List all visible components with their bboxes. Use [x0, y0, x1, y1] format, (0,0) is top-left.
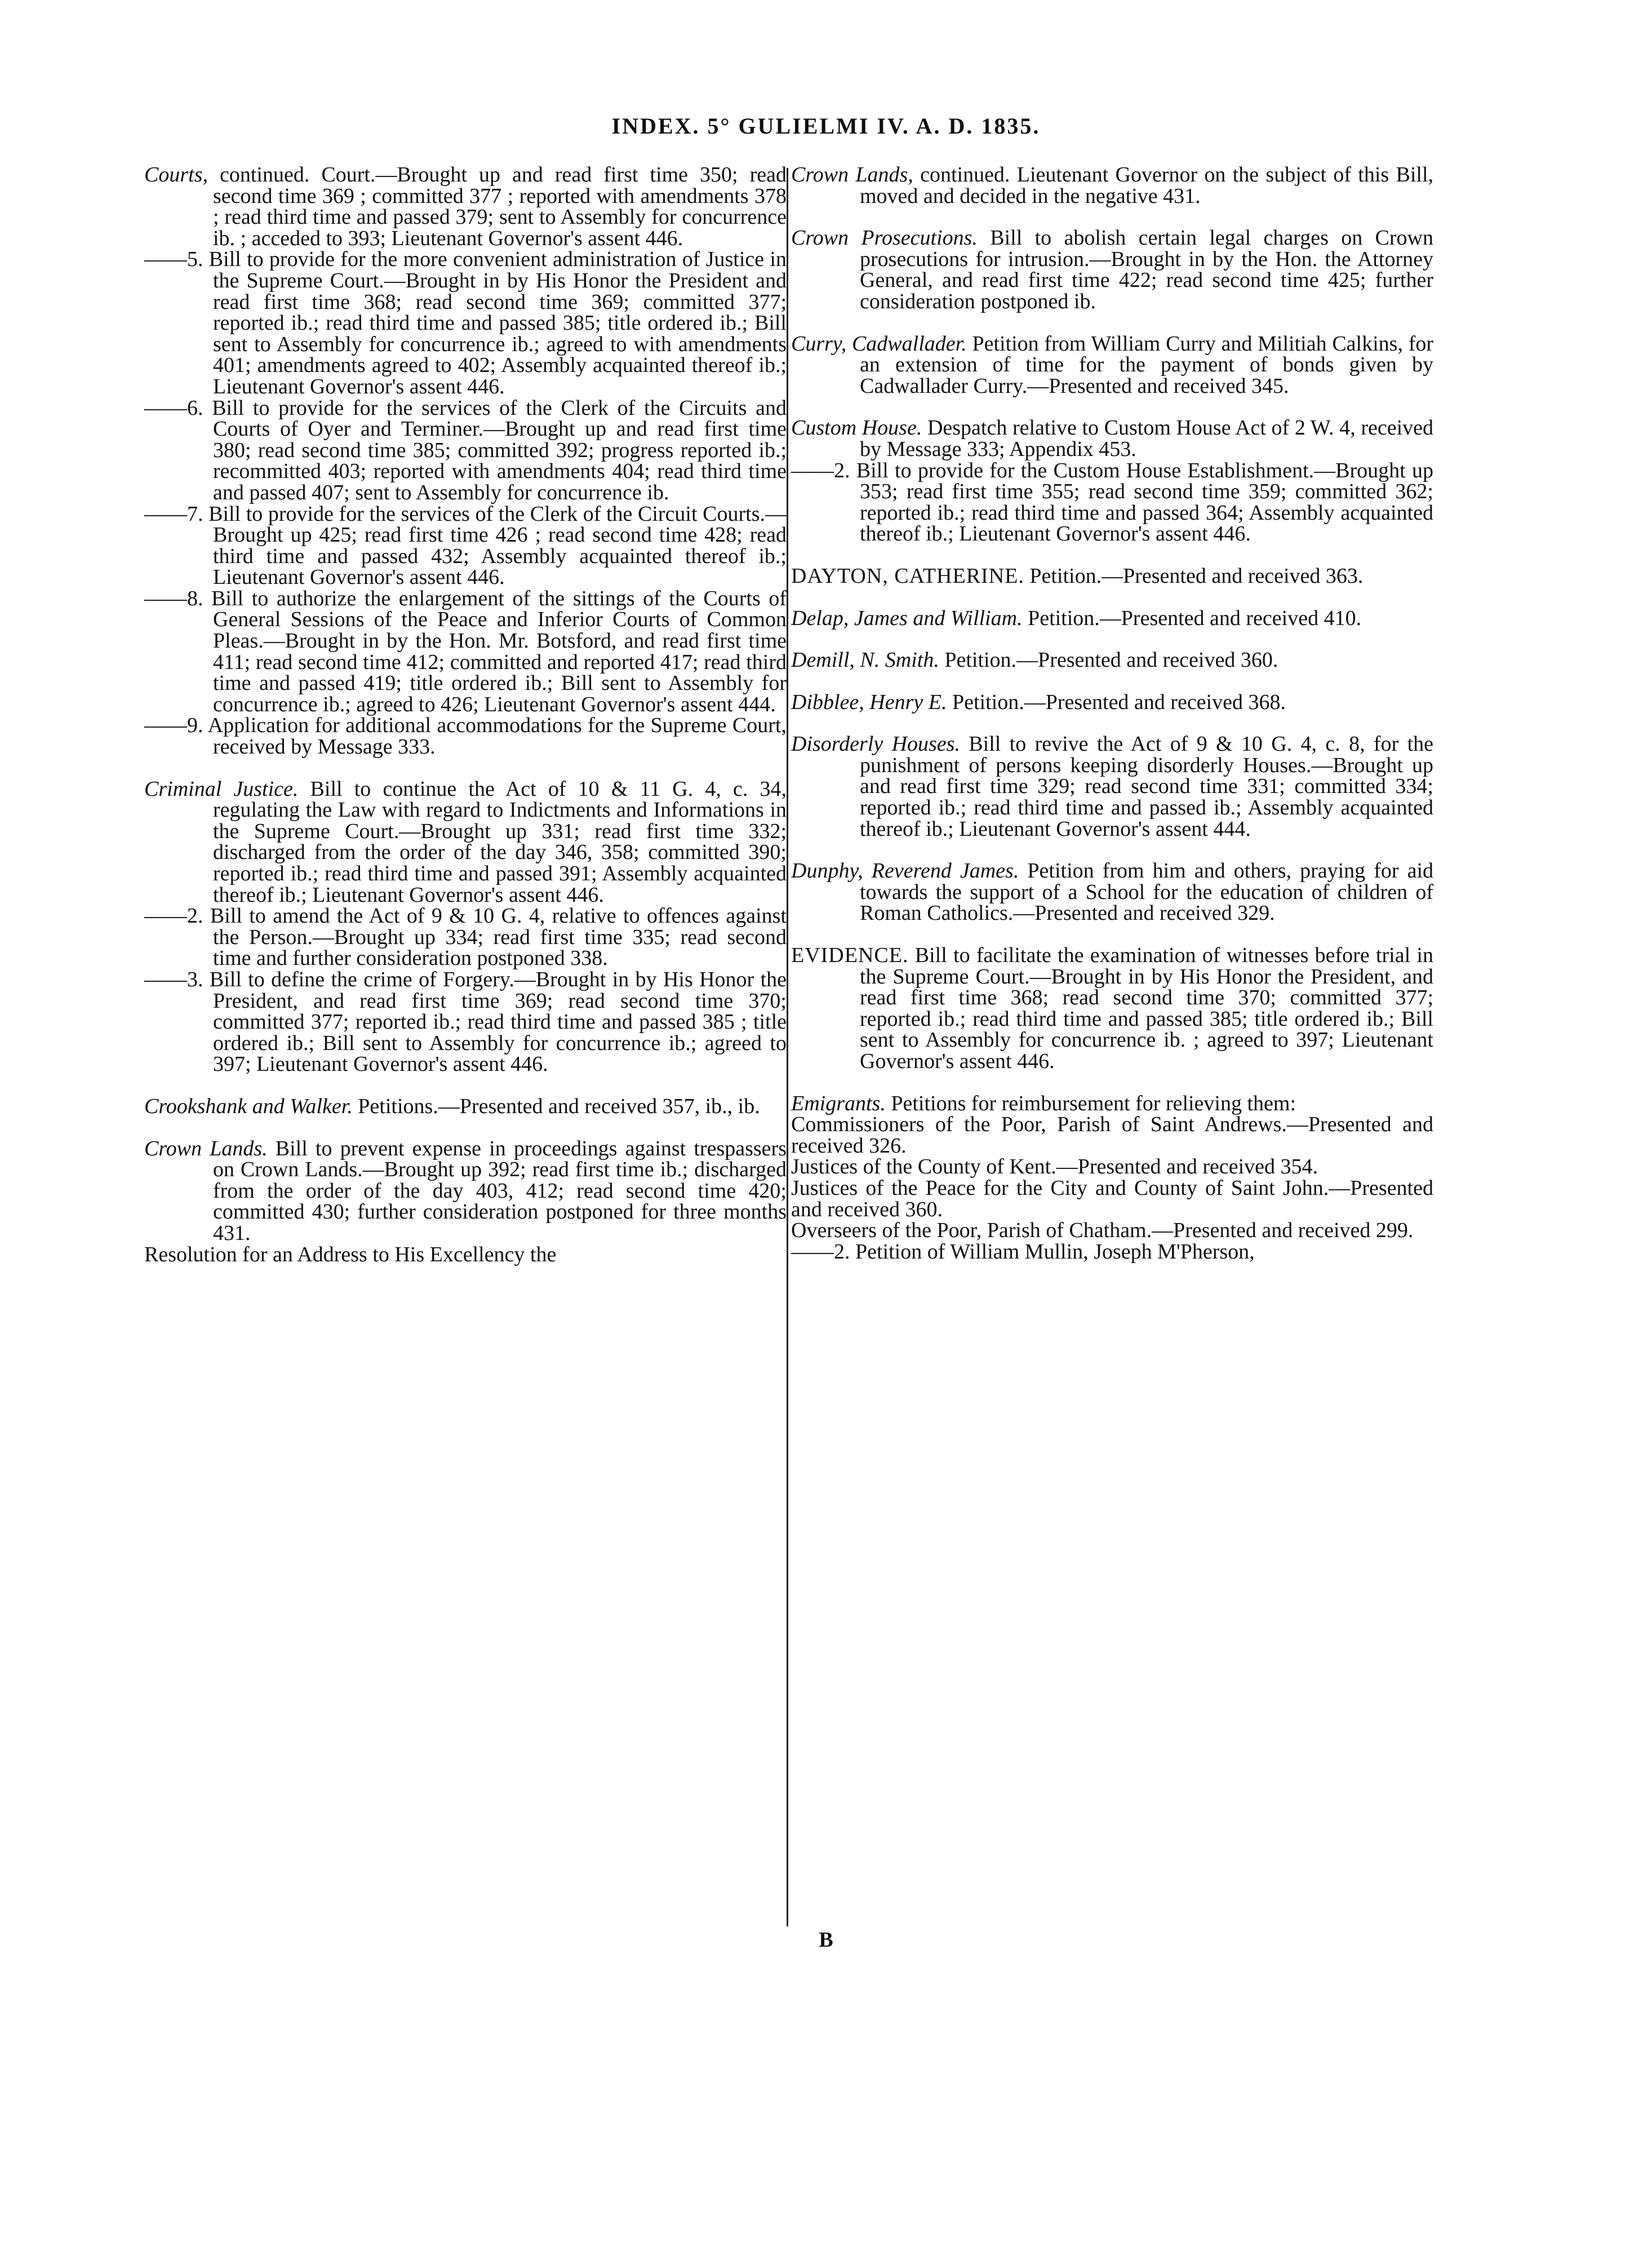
- entry-heading: Crown Lands,: [791, 163, 913, 187]
- entry-text: Justices of the County of Kent.—Presented and received 354.: [791, 1155, 1318, 1179]
- entry-text: Despatch relative to Custom House Act of 2 W. 4, received by Message 333; Appendix 453.: [860, 416, 1433, 461]
- entry-text: Petitions.—Presented and received 357, ib., ib.: [352, 1094, 760, 1118]
- entry-heading: Curry, Cadwallader.: [791, 331, 967, 356]
- entry-text: Bill to revive the Act of 9 & 10 G. 4, c. 8, for the punishment of persons keeping disorderly Houses.—Brought up and read first time 329; read second time 331; committed 334; reported ib.; read third time and passed ib.; Assembly acquainted thereof ib.; Lieutenant Governor's assent 444.: [860, 732, 1433, 841]
- entry-text: Petition.—Presented and received 363.: [1024, 564, 1364, 588]
- page-header: INDEX. 5° GULIELMI IV. A. D. 1835.: [611, 113, 1041, 139]
- entry-text: Petition.—Presented and received 368.: [947, 690, 1286, 714]
- index-entry: [791, 331, 1433, 398]
- entry-heading: ——3.: [144, 967, 203, 991]
- entry-text: Justices of the Peace for the City and County of Saint John.—Presented and received 360.: [791, 1176, 1433, 1221]
- entry-heading: Delap, James and William.: [791, 606, 1023, 630]
- entry-text: Petition.—Presented and received 410.: [1022, 606, 1362, 630]
- index-entry: [791, 945, 1433, 1073]
- index-entry: [144, 249, 787, 397]
- entry-heading: ——8.: [144, 586, 203, 610]
- entry-text: Bill to prevent expense in proceedings against trespassers on Crown Lands.—Brought up 392; read first time ib.; discharged from the order of the day 403, 412; read second time 420; committed 430; further consideration postponed for three months 431.: [213, 1136, 787, 1245]
- index-entry: [144, 504, 787, 588]
- index-entry: [791, 165, 1433, 207]
- entry-text: continued. Lieutenant Governor on the subject of this Bill, moved and decided in the negative 431.: [860, 163, 1433, 208]
- entry-heading: Crown Prosecutions.: [791, 226, 978, 250]
- right-column: [791, 165, 1433, 1262]
- index-entry: [791, 1114, 1433, 1157]
- entry-text: Resolution for an Address to His Excellency the: [144, 1242, 557, 1266]
- entry-text: Petition from him and others, praying for aid towards the support of a School for the education of children of Roman Catholics.—Presented and received 329.: [860, 859, 1433, 925]
- entry-heading: ——2.: [791, 458, 850, 482]
- entry-text: Application for additional accommodations for the Supreme Court, received by Message 333.: [203, 714, 787, 759]
- index-entry: [791, 1178, 1433, 1220]
- entry-text: Bill to facilitate the examination of witnesses before trial in the Supreme Court.—Brought in by His Honor the President, and read first time 368; read second time 370; committed 377; reported ib.; read third time and passed 385; title ordered ib.; Bill sent to Assembly for concurrence ib. ; agreed to 397; Lieutenant Governor's assent 446.: [860, 943, 1433, 1073]
- entry-heading: Dibblee, Henry E.: [791, 690, 947, 714]
- entry-text: Overseers of the Poor, Parish of Chatham.—Presented and received 299.: [791, 1219, 1414, 1243]
- index-entry: [791, 734, 1433, 840]
- entry-heading: Disorderly Houses.: [791, 732, 960, 756]
- index-entry: [144, 165, 787, 249]
- index-entry: [791, 418, 1433, 460]
- entry-heading: ——5.: [144, 247, 203, 272]
- index-entry: [791, 608, 1433, 630]
- entry-text: Bill to provide for the more convenient administration of Justice in the Supreme Court.—Brought in by His Honor the President and read first time 368; read second time 369; committed 377; reported ib.; read third time and passed 385; title ordered ib.; Bill sent to Assembly for concurrence ib.; agreed to with amendments 401; amendments agreed to 402; Assembly acquainted thereof ib.; Lieutenant Governor's assent 446.: [203, 247, 787, 398]
- entry-text: Commissioners of the Poor, Parish of Saint Andrews.—Presented and received 326.: [791, 1113, 1433, 1158]
- entry-text: Bill to provide for the services of the Clerk of the Circuits and Courts of Oyer and Terminer.—Brought up and read first time 380; read second time 385; committed 392; progress reported ib.; recommitted 403; reported with amendments 404; read third time and passed 407; sent to Assembly for concurrence ib.: [203, 396, 787, 504]
- index-entry: [791, 228, 1433, 312]
- entry-text: Petitions for reimbursement for relieving them:: [885, 1091, 1296, 1115]
- left-column: [144, 165, 787, 1265]
- entry-heading: ——7.: [144, 502, 203, 526]
- entry-heading: Criminal Justice.: [144, 777, 299, 801]
- entry-text: Bill to continue the Act of 10 & 11 G. 4, c. 34, regulating the Law with regard to Indictments and Informations in the Supreme Court.—Brought up 331; read first time 332; discharged from the order of the day 346, 358; committed 390; reported ib.; read third time and passed 391; Assembly acquainted thereof ib.; Lieutenant Governor's assent 446.: [213, 777, 787, 907]
- entry-heading: ——6.: [144, 396, 203, 420]
- entry-text: Petition of William Mullin, Joseph M'Pherson,: [850, 1239, 1255, 1264]
- entry-text: Bill to provide for the Custom House Establishment.—Brought up 353; read first time 355; read second time 359; committed 362; reported ib.; read third time and passed 364; Assembly acquainted thereof ib.; Lieutenant Governor's assent 446.: [850, 458, 1433, 546]
- entry-heading: ——2.: [791, 1239, 850, 1264]
- index-entry: [144, 588, 787, 716]
- index-entry: [791, 692, 1433, 714]
- entry-heading: ——9.: [144, 714, 203, 738]
- entry-text: Bill to abolish certain legal charges on Crown prosecutions for intrusion.—Brought in by the Hon. the Attorney General, and read first time 422; read second time 425; further consideration postponed ib.: [860, 226, 1433, 313]
- entry-text: Bill to authorize the enlargement of the sittings of the Courts of General Sessions of the Peace and Inferior Courts of Common Pleas.—Brought in by the Hon. Mr. Botsford, and read first time 411; read second time 412; committed and reported 417; read third time and passed 419; title ordered ib.; Bill sent to Assembly for concurrence ib.; agreed to 426; Lieutenant Governor's assent 444.: [203, 586, 787, 716]
- entry-heading: Emigrants.: [791, 1091, 886, 1115]
- entry-text: Bill to amend the Act of 9 & 10 G. 4, relative to offences against the Person.—Brought up 334; read first time 335; read second time and further consideration postponed 338.: [203, 904, 787, 971]
- entry-text: Bill to define the crime of Forgery.—Brought in by His Honor the President, and read first time 369; read second time 370; committed 377; reported ib.; read third time and passed 385 ; title ordered ib.; Bill sent to Assembly for concurrence ib.; agreed to 397; Lieutenant Governor's assent 446.: [203, 967, 787, 1076]
- entry-heading: DAYTON, CATHERINE.: [791, 564, 1024, 588]
- index-entry: [791, 1157, 1433, 1178]
- index-entry: [791, 650, 1433, 671]
- entry-heading: Crown Lands.: [144, 1136, 268, 1160]
- entry-text: Bill to provide for the services of the Clerk of the Circuit Courts.—Brought up 425; read first time 426 ; read second time 428; read third time and passed 432; Assembly acquainted thereof ib.; Lieutenant Governor's assent 446.: [203, 502, 787, 590]
- entry-heading: Demill, N. Smith.: [791, 648, 939, 672]
- index-entry: [791, 460, 1433, 545]
- entry-text: Petition.—Presented and received 360.: [939, 648, 1278, 672]
- index-entry: [791, 861, 1433, 924]
- index-entry: [144, 398, 787, 504]
- index-entry: [791, 1239, 1433, 1264]
- index-entry: [791, 566, 1433, 587]
- index-entry: [144, 715, 787, 757]
- index-entry: [144, 1138, 787, 1244]
- entry-heading: Custom House.: [791, 416, 922, 440]
- entry-heading: Crookshank and Walker.: [144, 1094, 353, 1118]
- entry-text: continued. Court.—Brought up and read first time 350; read second time 369 ; committed 377 ; reported with amendments 378 ; read third time and passed 379; sent to Assembly for concurrence ib. ; acceded to 393; Lieutenant Governor's assent 446.: [207, 163, 787, 250]
- index-entry: [144, 906, 787, 969]
- signature-mark: B: [819, 1928, 833, 1952]
- entry-heading: Dunphy, Reverend James.: [791, 859, 1019, 883]
- index-entry: [144, 1244, 787, 1266]
- index-entry: [791, 1093, 1433, 1115]
- entry-heading: ——2.: [144, 904, 203, 928]
- index-entry: [144, 969, 787, 1075]
- index-entry: [144, 1096, 787, 1118]
- entry-heading: EVIDENCE.: [791, 943, 909, 968]
- index-entry: [791, 1220, 1433, 1242]
- column-divider: [787, 168, 788, 1926]
- entry-heading: Courts,: [144, 163, 208, 187]
- entry-text: Petition from William Curry and Militiah Calkins, for an extension of time for the payment of bonds given by Cadwallader Curry.—Presented and received 345.: [860, 331, 1433, 398]
- index-entry: [144, 779, 787, 906]
